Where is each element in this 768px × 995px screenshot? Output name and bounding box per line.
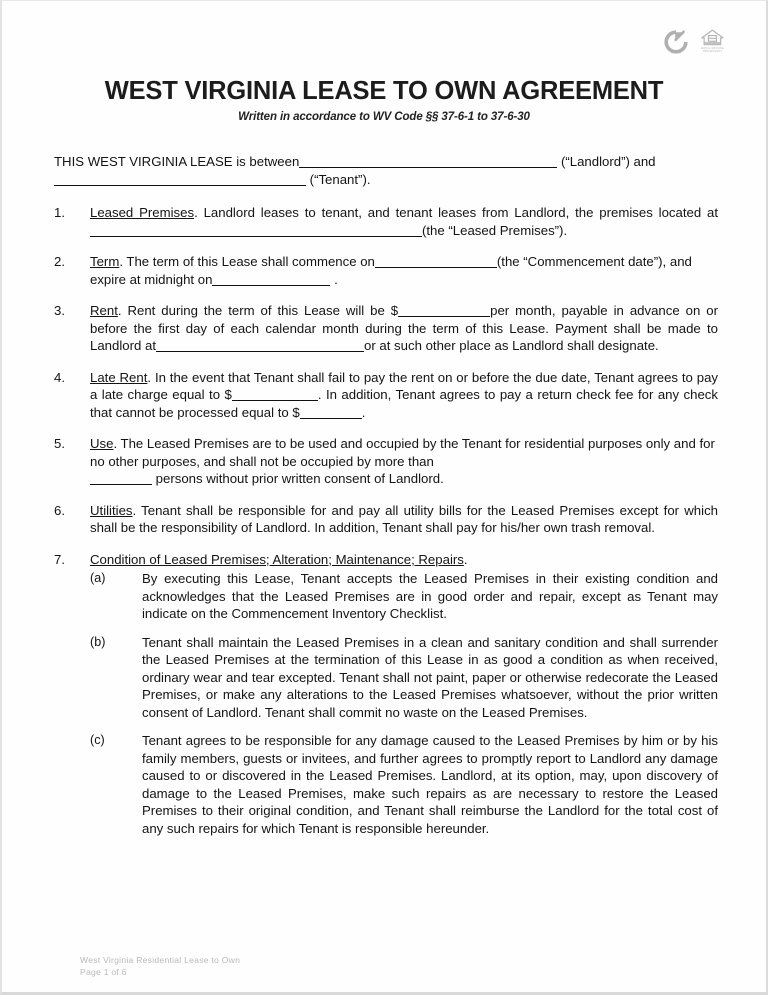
clause-2-body: [90, 253, 718, 288]
clause-5-text-b: persons without prior written consent of Landlord.: [155, 471, 444, 486]
clause-2-number: 2.: [54, 254, 65, 269]
clause-4-text-c: .: [361, 404, 366, 420]
clause-5: [54, 435, 718, 488]
refresh-external-link-icon[interactable]: [663, 29, 689, 55]
clause-7-title: Condition of Leased Premises; Alteration; Maintenance; Repairs: [90, 551, 464, 567]
clause-7: [54, 551, 718, 838]
returned-check-fee-blank[interactable]: [300, 405, 362, 419]
clause-5-text-a: . The Leased Premises are to be used and occupied by the Tenant for residential purposes only and for no other purposes, and shall not be occupied by more than: [90, 436, 715, 469]
clause-1-body: [90, 204, 718, 239]
clause-3-text-a: . Rent during the term of this Lease will be $: [117, 303, 399, 318]
subclause-a-text: By executing this Lease, Tenant accepts the Leased Premises in their existing condition and acknowledges that the Leased Premises are in good order and repair, except as Tenant may indicate on the Commencement Inventory Checklist.: [142, 571, 718, 621]
clause-1-number: 1.: [54, 205, 65, 220]
page-subtitle: Written in accordance to WV Code §§ 37-6-1 to 37-6-30: [238, 111, 530, 123]
monthly-rent-blank[interactable]: [398, 303, 490, 317]
expiration-date-blank[interactable]: [212, 272, 330, 286]
clause-4-text-a: . In the event that Tenant shall fail to pay the rent on or before the due date, Tenant agrees to pay a late charge equal to $: [90, 369, 718, 402]
clause-1-title: Leased Premises: [90, 205, 195, 220]
clause-5-number: 5.: [54, 436, 65, 451]
occupant-count-blank[interactable]: [90, 471, 152, 485]
page-footer: [80, 955, 240, 978]
clause-7-number: 7.: [54, 551, 65, 567]
subclause-c-letter: (c): [90, 733, 105, 747]
clause-3-text-b: per month, payable in advance on or before the first day of each calendar month during the term of this Lease. Payment shall be made to Landlord at: [90, 303, 718, 353]
clause-3-body: [90, 302, 718, 355]
subclause-b-text: Tenant shall maintain the Leased Premises in a clean and sanitary condition and shall surrender the Leased Premises at the termination of this Lease in as good a condition as when received, ordinary wear and tear excepted. Tenant shall not paint, paper or otherwise redecorate the Leased Premises, or make any alterations to the Leased Premises whatsoever, without the prior written consent of Landlord. Tenant shall commit no waste on the Leased Premises.: [142, 634, 718, 720]
clause-3-text-c: or at such other place as Landlord shall designate.: [364, 338, 659, 353]
intro-text-1: THIS WEST VIRGINIA LEASE is between: [54, 154, 300, 169]
header-icon-group: [663, 29, 724, 55]
clause-4-text-b: . In addition, Tenant agrees to pay a return check fee for any check that cannot be processed equal to $: [90, 387, 718, 420]
leased-premises-address-blank[interactable]: [90, 223, 422, 237]
clause-5-body: [90, 435, 718, 488]
clause-6-body: [90, 502, 718, 537]
subclause-a-letter: (a): [90, 571, 106, 585]
clause-4-body: [90, 369, 718, 422]
clause-6-text-a: . Tenant shall be responsible for and pay all utility bills for the Leased Premises except for which shall be the responsibility of Landlord. In addition, Tenant shall pay for his/her own trash removal.: [90, 502, 718, 535]
clause-2: [54, 253, 718, 288]
clause-7-text-a: .: [463, 551, 468, 567]
clause-6: [54, 502, 718, 537]
late-charge-blank[interactable]: [232, 387, 318, 401]
landlord-name-blank[interactable]: [299, 154, 557, 168]
subclause-c-text: Tenant agrees to be responsible for any damage caused to the Leased Premises by him or by his family members, guests or invitees, and further agrees to promptly report to Landlord any damage caused to or discovered in the Leased Premises. Landlord, at its option, may, upon discovery of damage to the Leased Premises, make such repairs as are necessary to restore the Leased Premises to their original condition, and Tenant shall reimburse the Landlord for the total cost of any such repairs for which Tenant is responsible hereunder.: [142, 733, 718, 836]
clause-7-subclause-a: [90, 570, 718, 623]
equal-housing-opportunity-icon[interactable]: [701, 29, 724, 54]
clause-2-text-c: .: [334, 271, 338, 287]
clause-1-text-b: (the “Leased Premises”).: [422, 222, 568, 238]
clause-3: [54, 302, 718, 355]
page-content: [2, 1, 766, 992]
clause-4: [54, 369, 718, 422]
clause-1: [54, 204, 718, 239]
equal-housing-caption: EQUAL HOUSING OPPORTUNITY: [701, 47, 724, 54]
clause-5-title: Use: [90, 436, 114, 451]
intro-paragraph: [54, 153, 718, 188]
clause-7-body: [90, 551, 718, 838]
clause-2-title: Term: [90, 254, 120, 269]
intro-text-3: (“Tenant”).: [309, 171, 371, 187]
clause-6-title: Utilities: [90, 502, 133, 518]
clause-2-text-a: . The term of this Lease shall commence on: [119, 254, 375, 269]
clause-4-number: 4.: [54, 369, 65, 385]
clause-7-subclause-c: [90, 732, 718, 837]
footer-page-number: Page 1 of 6: [80, 966, 127, 977]
subclause-b-letter: (b): [90, 634, 106, 649]
intro-text-2: (“Landlord”) and: [560, 154, 656, 169]
footer-document-name: West Virginia Residential Lease to Own: [80, 955, 241, 965]
clause-6-number: 6.: [54, 502, 65, 518]
clause-3-number: 3.: [54, 303, 65, 318]
clause-1-text-a: . Landlord leases to tenant, and tenant leases from Landlord, the premises located at: [194, 205, 719, 220]
tenant-name-blank[interactable]: [54, 172, 306, 186]
clause-2-text-b: (the “Commencement date”), and expire at midnight on: [90, 254, 692, 287]
commencement-date-blank[interactable]: [375, 254, 497, 268]
document-body: [54, 153, 718, 851]
payment-address-blank[interactable]: [156, 338, 364, 352]
clause-3-title: Rent: [90, 303, 118, 318]
page-title: WEST VIRGINIA LEASE TO OWN AGREEMENT: [104, 77, 664, 105]
clause-4-title: Late Rent: [90, 369, 148, 385]
clause-7-subclause-b: [90, 634, 718, 722]
